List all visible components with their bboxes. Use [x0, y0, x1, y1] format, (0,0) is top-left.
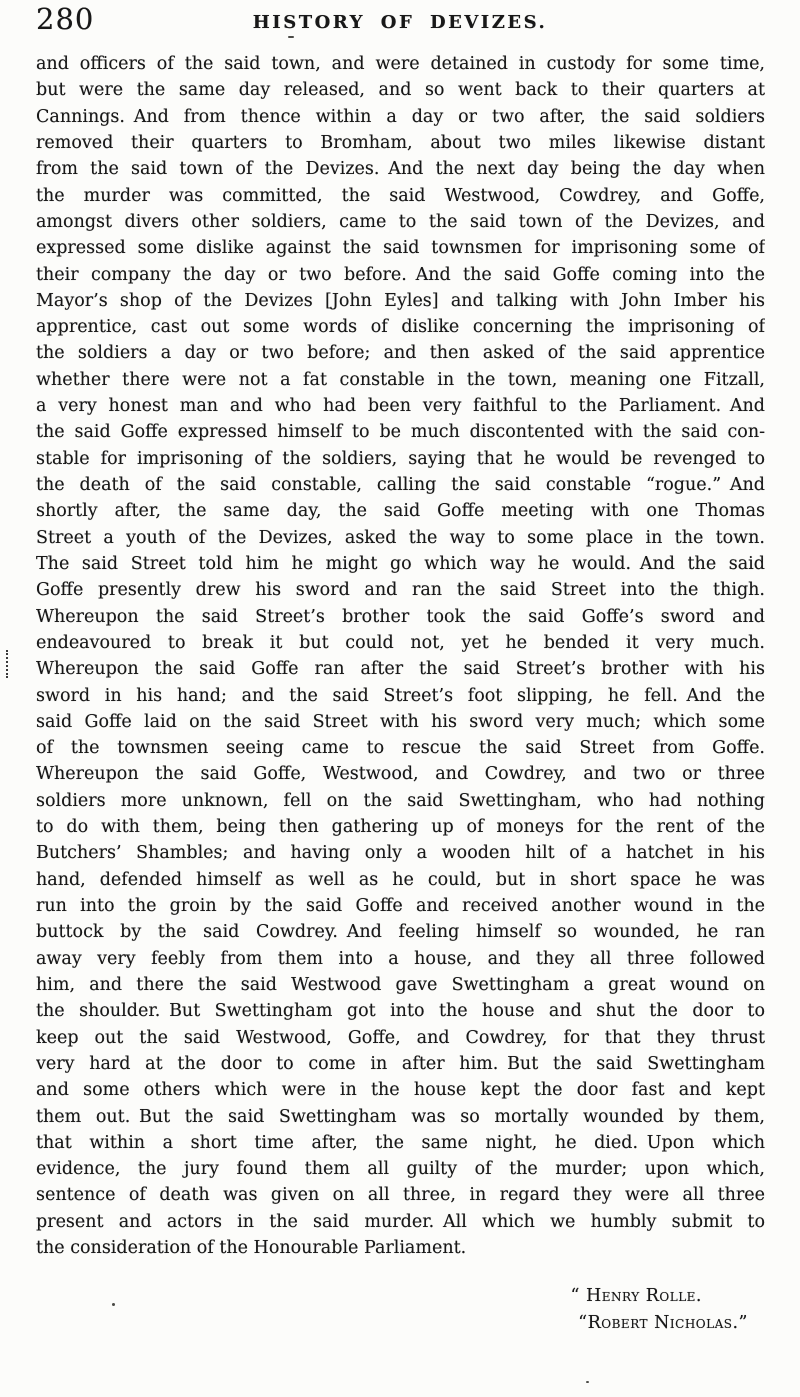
text-line: of the townsmen seeing came to rescue the said Street from Goffe. — [36, 738, 765, 759]
text-line: Whereupon the said Street’s brother took the said Goffe’s sword and — [36, 606, 765, 627]
text-line: The said Street told him he might go which way he would. And the said — [36, 553, 765, 574]
running-header-title: HISTORY OF DEVIZES. — [252, 12, 548, 33]
text-line: expressed some dislike against the said townsmen for imprisoning some of — [36, 238, 765, 259]
text-line: hand, defended himself as well as he could, but in short space he was — [36, 869, 765, 890]
text-line: Whereupon the said Goffe, Westwood, and Cowdrey, and two or three — [36, 764, 765, 785]
text-line: shortly after, the same day, the said Goffe meeting with one Thomas — [36, 501, 765, 522]
text-line: whether there were not a fat constable in the town, meaning one Fitzall, — [36, 369, 765, 390]
text-line: apprentice, cast out some words of dislike concerning the imprisoning of — [36, 317, 765, 338]
text-line: Mayor’s shop of the Devizes [John Eyles] and talking with John Imber his — [36, 290, 765, 311]
text-line: their company the day or two before. And the said Goffe coming into the — [36, 264, 765, 285]
text-line: removed their quarters to Bromham, about two miles likewise distant — [36, 132, 765, 153]
text-line: run into the groin by the said Goffe and received another wound in the — [36, 896, 765, 916]
text-line: and some others which were in the house kept the door fast and kept — [36, 1080, 765, 1101]
text-line: endeavoured to break it but could not, yet he bended it very much. — [36, 632, 765, 653]
text-line: Butchers’ Shambles; and having only a wooden hilt of a hatchet in his — [36, 843, 765, 864]
text-line: amongst divers other soldiers, came to the said town of the Devizes, and — [36, 211, 765, 232]
scan-speck — [112, 1303, 115, 1306]
text-line: the death of the said constable, calling the said constable “rogue.” And — [36, 475, 765, 495]
text-line: the consideration of the Honourable Parliament. — [36, 1238, 467, 1259]
text-line: the soldiers a day or two before; and then asked of the said apprentice — [36, 343, 765, 364]
text-line: them out. But the said Swettingham was so mortally wounded by them, — [36, 1106, 765, 1127]
text-line: buttock by the said Cowdrey. And feeling himself so wounded, he ran — [36, 922, 765, 943]
text-line: said Goffe laid on the said Street with his sword very much; which some — [36, 711, 765, 732]
text-line: Cannings. And from thence within a day or two after, the said soldiers — [36, 106, 765, 127]
signature-henry-rolle: “ Henry Rolle. — [570, 1286, 702, 1306]
text-line: soldiers more unknown, fell on the said Swettingham, who had nothing — [36, 790, 765, 811]
signature-block — [571, 1283, 748, 1337]
text-line: sentence of death was given on all three, in regard they were all three — [36, 1185, 765, 1206]
margin-scan-artifact — [6, 650, 8, 678]
text-line: stable for imprisoning of the soldiers, saying that he would be revenged to — [36, 448, 765, 469]
text-line: away very feebly from them into a house, and they all three followed — [36, 948, 765, 969]
page-number: 280 — [36, 2, 95, 36]
text-line: the murder was committed, the said Westwood, Cowdrey, and Goffe, — [36, 185, 765, 206]
text-line: a very honest man and who had been very faithful to the Parliament. And — [36, 396, 765, 417]
body-text — [36, 51, 765, 1261]
text-line: him, and there the said Westwood gave Swettingham a great wound on — [36, 974, 765, 995]
scan-speck — [288, 36, 294, 38]
text-line: but were the same day released, and so went back to their quarters at — [36, 80, 765, 101]
text-line: present and actors in the said murder. All which we humbly submit to — [36, 1211, 765, 1232]
text-line: very hard at the door to come in after him. But the said Swettingham — [36, 1053, 765, 1074]
text-line: the shoulder. But Swettingham got into the house and shut the door to — [36, 1001, 765, 1022]
text-line: from the said town of the Devizes. And the next day being the day when — [36, 159, 765, 180]
text-line: sword in his hand; and the said Street’s foot slipping, he fell. And the — [36, 685, 765, 706]
text-line: keep out the said Westwood, Goffe, and Cowdrey, for that they thrust — [36, 1027, 765, 1048]
scan-speck — [586, 1381, 589, 1383]
text-line: that within a short time after, the same night, he died. Upon which — [36, 1132, 765, 1153]
signature-robert-nicholas: “Robert Nicholas.” — [578, 1313, 748, 1333]
text-line: the said Goffe expressed himself to be much discontented with the said con- — [36, 422, 765, 443]
text-line: Whereupon the said Goffe ran after the said Street’s brother with his — [36, 659, 765, 680]
text-line: to do with them, being then gathering up of moneys for the rent of the — [36, 817, 765, 838]
text-line: Street a youth of the Devizes, asked the way to some place in the town. — [36, 527, 765, 548]
text-line: evidence, the jury found them all guilty of the murder; upon which, — [36, 1159, 765, 1180]
text-line: Goffe presently drew his sword and ran the said Street into the thigh. — [36, 580, 765, 601]
text-line: and officers of the said town, and were detained in custody for some time, — [36, 54, 765, 74]
